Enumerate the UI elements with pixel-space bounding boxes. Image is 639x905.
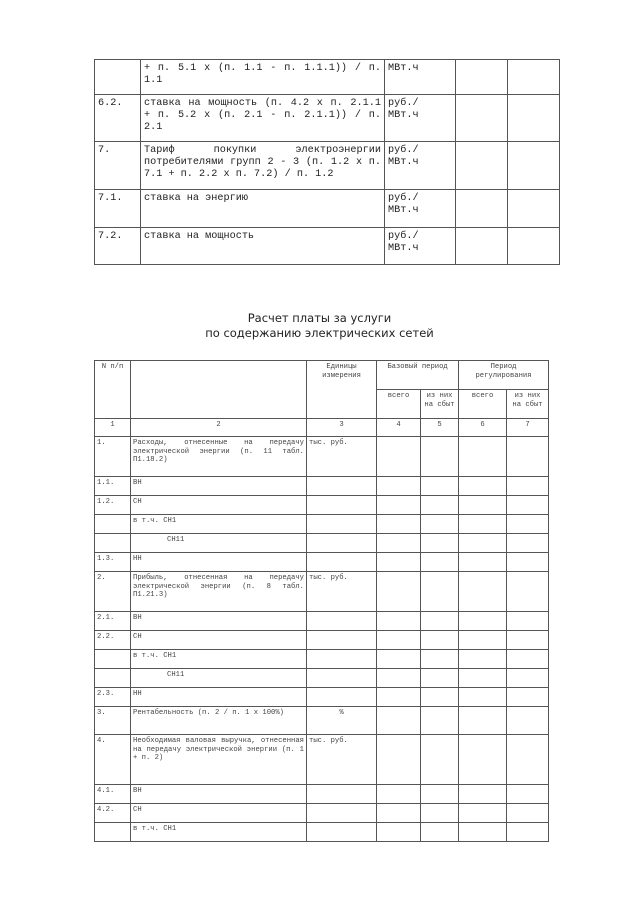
table-row: [95, 804, 549, 823]
empty-cell: [459, 785, 507, 804]
table-row: [95, 515, 549, 534]
table-row: [95, 688, 549, 707]
row-text: СН: [131, 631, 307, 650]
row-number: 3.: [95, 707, 131, 735]
empty-cell: [507, 785, 549, 804]
empty-cell: [507, 477, 549, 496]
row-text: СН: [131, 804, 307, 823]
empty-cell: [459, 553, 507, 572]
empty-cell: [507, 572, 549, 612]
empty-cell: [421, 707, 459, 735]
column-number: 6: [459, 419, 507, 437]
table-row: [95, 496, 549, 515]
section-title-line2: по содержанию электрических сетей: [205, 326, 434, 340]
row-unit: руб./ МВт.ч: [385, 190, 456, 228]
row-text: + п. 5.1 x (п. 1.1 - п. 1.1.1)) / п. 1.1: [141, 60, 385, 95]
empty-cell: [508, 190, 560, 228]
row-unit: [307, 612, 377, 631]
empty-cell: [459, 735, 507, 785]
row-text: ВН: [131, 785, 307, 804]
empty-cell: [456, 142, 508, 190]
empty-cell: [421, 553, 459, 572]
row-unit: [307, 785, 377, 804]
empty-cell: [459, 572, 507, 612]
empty-cell: [377, 650, 421, 669]
row-unit: [307, 477, 377, 496]
row-number: [95, 515, 131, 534]
column-number: 3: [307, 419, 377, 437]
empty-cell: [421, 477, 459, 496]
empty-cell: [377, 612, 421, 631]
row-number: [95, 669, 131, 688]
table-row: [95, 823, 549, 842]
row-number: 4.: [95, 735, 131, 785]
header-units: Единицы измерения: [307, 361, 377, 419]
row-number: 7.1.: [95, 190, 141, 228]
column-number-row: [95, 419, 549, 437]
row-unit: [307, 688, 377, 707]
empty-cell: [459, 496, 507, 515]
table-row: [95, 785, 549, 804]
empty-cell: [508, 142, 560, 190]
empty-cell: [459, 631, 507, 650]
row-unit: руб./ МВт.ч: [385, 228, 456, 265]
empty-cell: [377, 496, 421, 515]
row-number: 4.2.: [95, 804, 131, 823]
row-number: 4.1.: [95, 785, 131, 804]
row-text: в т.ч. СН1: [131, 515, 307, 534]
empty-cell: [377, 669, 421, 688]
row-number: [95, 823, 131, 842]
empty-cell: [421, 612, 459, 631]
row-text: Расходы, отнесенные на передачу электрической энергии (п. 11 табл. П1.18.2): [131, 437, 307, 477]
empty-cell: [377, 735, 421, 785]
empty-cell: [507, 688, 549, 707]
table-row: [95, 735, 549, 785]
empty-cell: [507, 553, 549, 572]
empty-cell: [507, 612, 549, 631]
empty-cell: [508, 60, 560, 95]
grid-fee-table: [94, 360, 549, 842]
row-text: Тариф покупки электроэнергии потребителями групп 2 - 3 (п. 1.2 x п. 7.1 + п. 2.2 x п. 7.2) / п. 1.2: [141, 142, 385, 190]
empty-cell: [507, 631, 549, 650]
header-num: N п/п: [95, 361, 131, 419]
row-text: ставка на мощность: [141, 228, 385, 265]
row-text: Рентабельность (п. 2 / п. 1 x 100%): [131, 707, 307, 735]
row-number: 2.1.: [95, 612, 131, 631]
empty-cell: [421, 669, 459, 688]
empty-cell: [459, 823, 507, 842]
empty-cell: [459, 612, 507, 631]
tariff-table: [94, 59, 560, 265]
empty-cell: [421, 515, 459, 534]
row-number: 2.: [95, 572, 131, 612]
row-text: Необходимая валовая выручка, отнесенная на передачу электрической энергии (п. 1 + п. 2): [131, 735, 307, 785]
empty-cell: [377, 804, 421, 823]
row-unit: [307, 515, 377, 534]
row-number: 1.2.: [95, 496, 131, 515]
row-text: СН11: [131, 534, 307, 553]
empty-cell: [507, 804, 549, 823]
column-number: 4: [377, 419, 421, 437]
empty-cell: [456, 228, 508, 265]
header-base-period: Базовый период: [377, 361, 459, 390]
row-text: в т.ч. СН1: [131, 823, 307, 842]
row-text: НН: [131, 553, 307, 572]
empty-cell: [421, 650, 459, 669]
table-row: [95, 612, 549, 631]
row-unit: [307, 823, 377, 842]
header-empty: [131, 361, 307, 419]
table-row: [95, 60, 560, 95]
row-text: СН: [131, 496, 307, 515]
header-total: всего: [377, 390, 421, 419]
table-row: [95, 142, 560, 190]
empty-cell: [456, 60, 508, 95]
empty-cell: [377, 631, 421, 650]
empty-cell: [421, 735, 459, 785]
table-row: [95, 437, 549, 477]
table-row: [95, 631, 549, 650]
empty-cell: [377, 707, 421, 735]
empty-cell: [421, 804, 459, 823]
row-number: 2.3.: [95, 688, 131, 707]
row-unit: [307, 631, 377, 650]
column-number: 5: [421, 419, 459, 437]
row-text: ставка на мощность (п. 4.2 x п. 2.1.1 + п. 5.2 x (п. 2.1 - п. 2.1.1)) / п. 2.1: [141, 95, 385, 142]
empty-cell: [421, 688, 459, 707]
empty-cell: [456, 190, 508, 228]
header-regulation-period: Период регулирования: [459, 361, 549, 390]
row-text: ставка на энергию: [141, 190, 385, 228]
empty-cell: [421, 496, 459, 515]
column-number: 7: [507, 419, 549, 437]
empty-cell: [377, 534, 421, 553]
row-unit: %: [307, 707, 377, 735]
row-text: Прибыль, отнесенная на передачу электрической энергии (п. 8 табл. П1.21.3): [131, 572, 307, 612]
table-row: [95, 707, 549, 735]
empty-cell: [459, 688, 507, 707]
section-title: [0, 311, 639, 341]
empty-cell: [459, 707, 507, 735]
empty-cell: [507, 669, 549, 688]
row-number: 1.3.: [95, 553, 131, 572]
empty-cell: [507, 823, 549, 842]
row-number: [95, 650, 131, 669]
row-number: 1.1.: [95, 477, 131, 496]
header-row: [95, 361, 549, 390]
table-row: [95, 190, 560, 228]
empty-cell: [421, 534, 459, 553]
row-unit: [307, 669, 377, 688]
empty-cell: [421, 572, 459, 612]
empty-cell: [507, 735, 549, 785]
empty-cell: [377, 477, 421, 496]
empty-cell: [459, 669, 507, 688]
row-unit: [307, 496, 377, 515]
row-number: 6.2.: [95, 95, 141, 142]
empty-cell: [507, 437, 549, 477]
row-text: НН: [131, 688, 307, 707]
row-number: [95, 534, 131, 553]
row-unit: тыс. руб.: [307, 572, 377, 612]
row-unit: тыс. руб.: [307, 437, 377, 477]
empty-cell: [377, 553, 421, 572]
empty-cell: [456, 95, 508, 142]
table-row: [95, 95, 560, 142]
table-row: [95, 553, 549, 572]
empty-cell: [508, 228, 560, 265]
table-row: [95, 534, 549, 553]
row-unit: руб./ МВт.ч: [385, 95, 456, 142]
row-unit: МВт.ч: [385, 60, 456, 95]
header-total: всего: [459, 390, 507, 419]
column-number: 2: [131, 419, 307, 437]
section-title-line1: Расчет платы за услуги: [247, 311, 392, 325]
empty-cell: [459, 515, 507, 534]
row-text: ВН: [131, 612, 307, 631]
empty-cell: [421, 631, 459, 650]
empty-cell: [377, 823, 421, 842]
row-number: 1.: [95, 437, 131, 477]
empty-cell: [421, 785, 459, 804]
row-unit: тыс. руб.: [307, 735, 377, 785]
row-number: 7.: [95, 142, 141, 190]
table-row: [95, 669, 549, 688]
empty-cell: [459, 650, 507, 669]
empty-cell: [459, 534, 507, 553]
column-number: 1: [95, 419, 131, 437]
row-number: 2.2.: [95, 631, 131, 650]
empty-cell: [507, 707, 549, 735]
empty-cell: [508, 95, 560, 142]
row-number: 7.2.: [95, 228, 141, 265]
empty-cell: [507, 515, 549, 534]
table-row: [95, 228, 560, 265]
empty-cell: [507, 650, 549, 669]
empty-cell: [377, 515, 421, 534]
row-unit: [307, 650, 377, 669]
row-text: ВН: [131, 477, 307, 496]
empty-cell: [507, 496, 549, 515]
row-unit: [307, 534, 377, 553]
row-unit: [307, 804, 377, 823]
row-text: в т.ч. СН1: [131, 650, 307, 669]
row-unit: [307, 553, 377, 572]
table-row: [95, 572, 549, 612]
row-number: [95, 60, 141, 95]
empty-cell: [507, 534, 549, 553]
empty-cell: [459, 804, 507, 823]
header-sales: из них на сбыт: [507, 390, 549, 419]
row-unit: руб./ МВт.ч: [385, 142, 456, 190]
empty-cell: [377, 437, 421, 477]
empty-cell: [377, 688, 421, 707]
empty-cell: [377, 572, 421, 612]
row-text: СН11: [131, 669, 307, 688]
header-sales: из них на сбыт: [421, 390, 459, 419]
empty-cell: [377, 785, 421, 804]
empty-cell: [459, 477, 507, 496]
empty-cell: [459, 437, 507, 477]
table-row: [95, 477, 549, 496]
empty-cell: [421, 437, 459, 477]
table-row: [95, 650, 549, 669]
empty-cell: [421, 823, 459, 842]
